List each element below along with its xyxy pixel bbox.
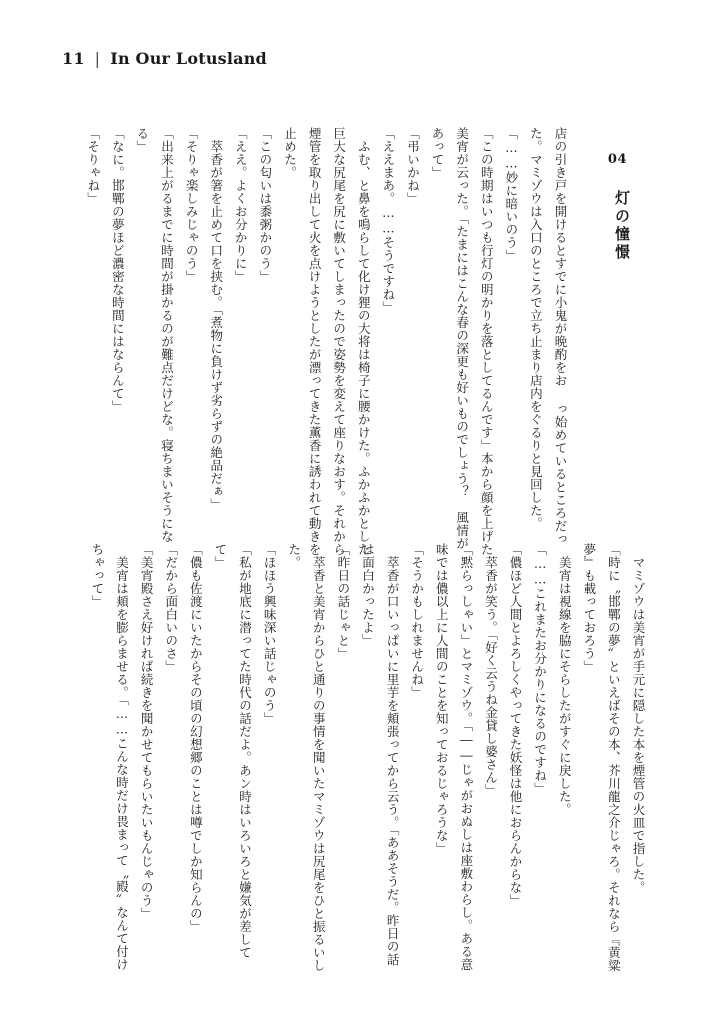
text-line: 「この時期はいつも行灯の明かりを落としてるんです」本から顔を上げた [479,127,495,556]
running-header [62,49,267,68]
text-line: 「……妙に暗いのう」 [503,127,519,262]
text-line: 味では儂以上に人間のことを知っておるじゃろうな」 [434,543,450,855]
text-line: た。 [286,543,302,569]
text-line: は面白かったよ」 [360,543,376,647]
text-line: て」 [212,543,228,569]
text-line: 「儂も佐渡にいたからその頃の幻想郷のことは噂でしか知らんの」 [188,543,204,933]
text-line: 巨大な尻尾を尻に敷いてしまったので姿勢を変えて座りなおす。それから [331,127,347,556]
text-line: 「この匂いは黍粥かのう」 [257,127,273,283]
text-line: 「ええまあ。……そうですね」 [380,127,396,314]
text-line: 萃香が口いっぱいに里芋を頬張ってから云う。「ああそうだ。昨日の話 [385,543,401,966]
chapter-title: 灯の憧憬 [613,190,631,262]
text-line: 「そりゃね」 [85,127,101,205]
text-line: 「なに。邯鄲の夢ほど濃密な時間にはならんて」 [110,127,126,413]
text-line: 「昨日の話じゃと」 [335,543,351,660]
text-line: 「ええ。よくお分かりに」 [233,127,249,283]
chapter-number: 04 [607,152,627,167]
text-line: 萃香が笑う。「好く云うね金貸し婆さん」 [483,543,499,797]
text-line: 「だから面白いのさ」 [163,543,179,673]
text-line: 「……これまたお分かりになるのですね」 [532,543,548,795]
text-line: 「儂ほど人間とよろしくやってきた妖怪は他におらんからな」 [508,543,524,907]
text-line: 「時に〝邯鄲の夢〟といえばその本、芥川龍之介じゃろ。それなら『黄粱 [606,543,622,972]
text-line: 「黙らっしゃい」とマミゾウ。「――じゃがおぬしは座敷わらし。ある意 [458,543,474,971]
text-line: あって」 [430,127,446,179]
text-line: ちゃって」 [89,543,105,608]
text-line: マミゾウは美宵が手元に隠した本を煙管の火皿で指した。 [631,543,646,894]
text-line: 萃香と美宵からひと通りの事情を聞いたマミゾウは尻尾をひと振るいし [311,543,327,972]
text-line: 美宵は頬を膨らませる。「……こんな時だけ畏まって〝殿〟なんて付け [114,543,130,971]
page-number: 11 [62,49,85,68]
text-line: 店の引き戸を開けるとすでに小鬼が晩酌をお っ始めているところだっ [553,127,568,546]
text-line: た。マミゾウは入口のところで立ち止まり店内をぐるりと見回した。 [528,127,544,530]
header-separator: | [94,49,101,68]
text-line: 美宵が云った。「たまにはこんな春の深更も好いものでしょう？ 風情が [454,127,470,550]
text-line: 美宵は視線を脇にそらしたがすぐに戻した。 [557,543,573,816]
text-block-upper [85,127,572,556]
text-line: 夢』も載っておろう」 [581,543,597,673]
text-line: 「そうかもしれませんね」 [409,543,425,699]
book-title: In Our Lotusland [110,49,267,68]
text-line: 萃香が箸を止めて口を挟む。「煮物に負けず劣らずの絶品だぁ」 [208,127,224,511]
text-line: 止めた。 [282,127,298,179]
text-line: 「ほほう興味深い話じゃのう」 [262,543,278,725]
text-line: 「私が地底に潜ってた時代の話だよ。あン時はいろいろと嫌気が差して [237,543,253,959]
text-line: ふむ、と鼻を鳴らして化け狸の大将は椅子に腰かけた。ふかふかとした [356,127,372,556]
text-line: 「弔いかね」 [405,127,421,205]
text-line: 「そりゃ楽しみじゃのう」 [184,127,200,283]
text-line: 煙管を取り出して火を点けようとしたが漂ってきた薫香に誘われて動きを [307,127,323,556]
text-line: 「美宵殿さえ好ければ続きを聞かせてもらいたいもんじゃのう」 [139,543,155,920]
text-line: る」 [134,127,150,153]
text-block-lower [89,543,650,972]
text-line: 「出来上がるまでに時間が掛かるのが難点だけどな。寝ちまいそうにな [159,127,175,543]
